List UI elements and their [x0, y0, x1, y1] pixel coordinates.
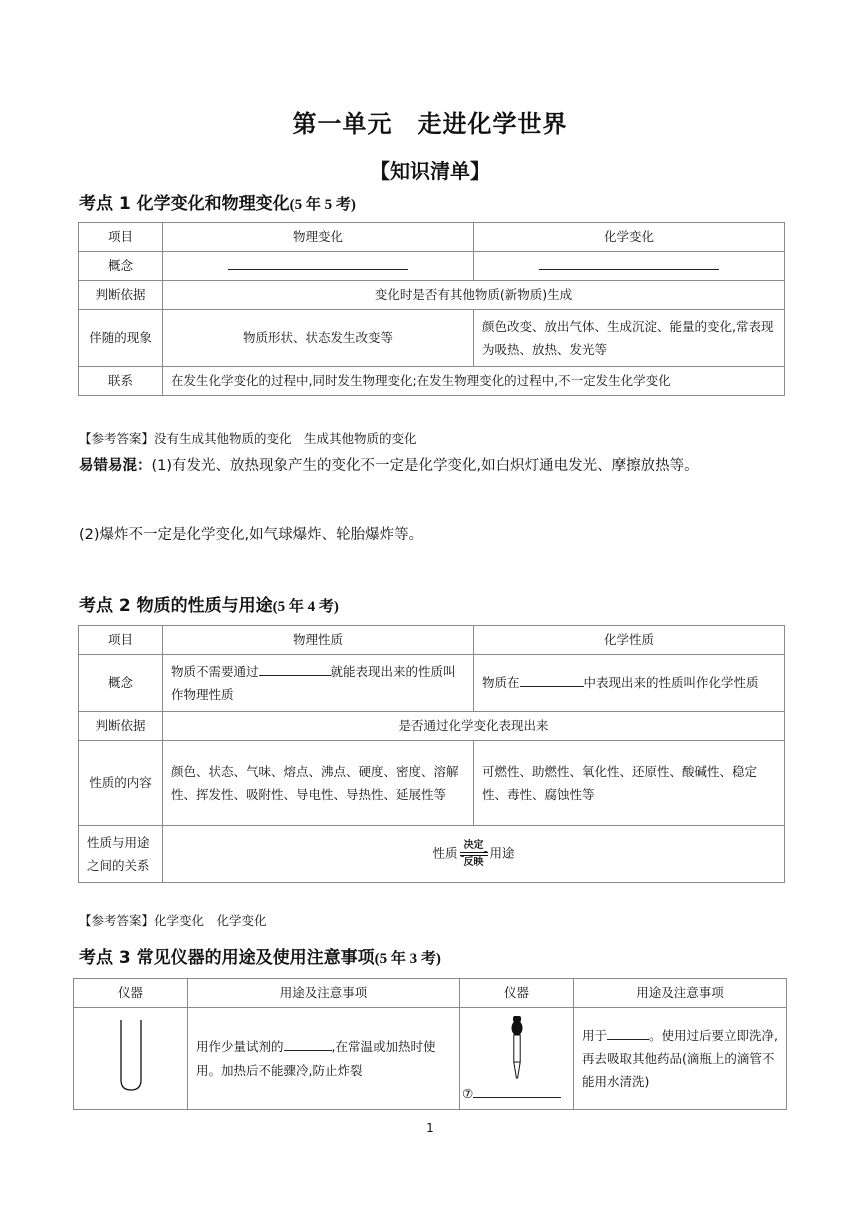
- table-cell: 颜色、状态、气味、熔点、沸点、硬度、密度、溶解性、挥发性、吸附性、导电性、导热性、延展性等: [163, 741, 474, 826]
- header-cell: 物理性质: [163, 626, 474, 655]
- section2-suffix: (5 年 4 考): [272, 599, 339, 615]
- header-cell: 物理变化: [163, 223, 474, 252]
- table-cell: 物质形状、状态发生改变等: [163, 310, 474, 367]
- table-row: [79, 712, 785, 741]
- header-cell: 用途及注意事项: [188, 979, 460, 1008]
- table-row: [79, 252, 785, 281]
- note-paragraph-2: (2)爆炸不一定是化学变化,如气球爆炸、轮胎爆炸等。: [79, 527, 424, 543]
- table-row: [79, 310, 785, 367]
- fill-blank[interactable]: [607, 1025, 649, 1040]
- table-row: [79, 223, 785, 252]
- row-label: 判断依据: [79, 712, 163, 741]
- table-row: [79, 741, 785, 826]
- section3-suffix: (5 年 3 考): [374, 951, 441, 967]
- row-label: 判断依据: [79, 281, 163, 310]
- header-cell: 项目: [79, 626, 163, 655]
- section2-heading: 考点 2 物质的性质与用途(5 年 4 考): [79, 596, 339, 616]
- table-cell: 物质在 中表现出来的性质叫作化学性质: [474, 655, 785, 712]
- fill-blank[interactable]: [520, 672, 584, 687]
- table-row: [79, 367, 785, 396]
- section1-table: [78, 222, 785, 396]
- section1-suffix: (5 年 5 考): [289, 197, 356, 213]
- table-row: [79, 281, 785, 310]
- header-cell: 化学变化: [474, 223, 785, 252]
- fill-blank[interactable]: [259, 661, 331, 676]
- section3-table: [73, 978, 787, 1110]
- table-cell: 物质不需要通过 就能表现出来的性质叫作物理性质: [163, 655, 474, 712]
- table-cell: 颜色改变、放出气体、生成沉淀、能量的变化,常表现为吸热、放热、发光等: [474, 310, 785, 367]
- table-cell: 可燃性、助燃性、氧化性、还原性、酸碱性、稳定性、毒性、腐蚀性等: [474, 741, 785, 826]
- relation-arrows: 决定 反映: [459, 840, 489, 868]
- header-cell: 仪器: [460, 979, 574, 1008]
- fill-blank[interactable]: [284, 1036, 332, 1051]
- header-cell: 仪器: [74, 979, 188, 1008]
- page-number: 1: [426, 1121, 434, 1135]
- row-label: 性质的内容: [79, 741, 163, 826]
- section1-heading: 考点 1 化学变化和物理变化(5 年 5 考): [79, 194, 356, 214]
- section1-answer: 【参考答案】没有生成其他物质的变化 生成其他物质的变化: [79, 431, 417, 446]
- dropper-number: ⑦: [462, 1085, 474, 1101]
- row-label: 性质与用途之间的关系: [79, 826, 163, 883]
- page-subtitle: 【知识清单】: [370, 159, 490, 183]
- table-cell: 是否通过化学变化表现出来: [163, 712, 785, 741]
- section3-heading: 考点 3 常见仪器的用途及使用注意事项(5 年 3 考): [79, 948, 441, 968]
- instrument-image-cell: [74, 1008, 188, 1110]
- note-label: 易错易混：: [79, 458, 152, 474]
- table-row: [74, 979, 787, 1008]
- table-cell: 在发生化学变化的过程中,同时发生物理变化;在发生物理变化的过程中,不一定发生化学变化: [163, 367, 785, 396]
- header-cell: 项目: [79, 223, 163, 252]
- fill-blank[interactable]: [473, 1087, 561, 1098]
- table-row: [79, 655, 785, 712]
- note-paragraph-1: 易错易混：(1)有发光、放热现象产生的变化不一定是化学变化,如白炽灯通电发光、摩擦放热等。: [79, 458, 699, 474]
- row-label: 联系: [79, 367, 163, 396]
- header-cell: 化学性质: [474, 626, 785, 655]
- test-tube-icon: [119, 1019, 143, 1091]
- fill-blank[interactable]: [539, 255, 719, 270]
- table-cell: 用作少量试剂的 ,在常温或加热时使用。加热后不能骤冷,防止炸裂: [188, 1008, 460, 1110]
- table-cell: 变化时是否有其他物质(新物质)生成: [163, 281, 785, 310]
- answer-blank-cell: [163, 252, 474, 281]
- table-row: [74, 1008, 787, 1110]
- row-label: 伴随的现象: [79, 310, 163, 367]
- relation-cell: 性质 决定 反映 用途: [163, 826, 785, 883]
- fill-blank[interactable]: [228, 255, 408, 270]
- answer-blank-cell: [474, 252, 785, 281]
- section2-answer: 【参考答案】化学变化 化学变化: [79, 913, 267, 928]
- table-row: [79, 626, 785, 655]
- table-cell: 用于 。使用过后要立即洗净,再去吸取其他药品(滴瓶上的滴管不能用水清洗): [574, 1008, 787, 1110]
- header-cell: 用途及注意事项: [574, 979, 787, 1008]
- section2-table: [78, 625, 785, 883]
- row-label: 概念: [79, 252, 163, 281]
- page-title: 第一单元 走进化学世界: [292, 110, 568, 138]
- instrument-image-cell: [460, 1008, 574, 1110]
- dropper-icon: [510, 1016, 524, 1080]
- table-row: [79, 826, 785, 883]
- row-label: 概念: [79, 655, 163, 712]
